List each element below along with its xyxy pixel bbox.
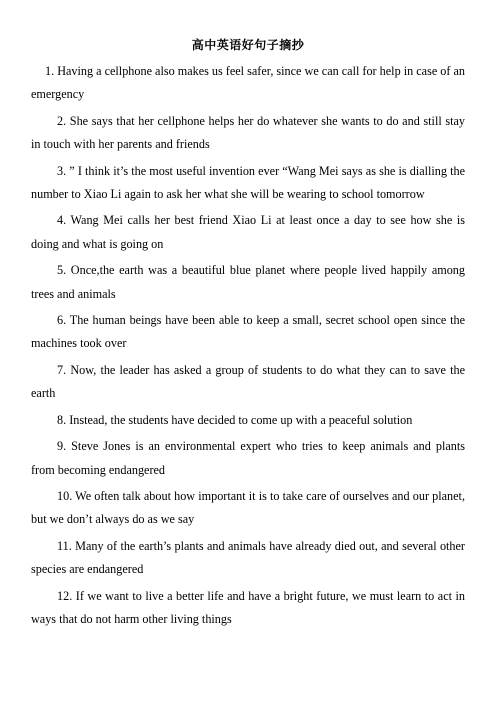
sentence-8: 8. Instead, the students have decided to come up with a peaceful solution	[57, 412, 413, 427]
sentence-list	[31, 60, 465, 634]
sentence-6: 6. The human beings have been able to keep a small, secret school open since the machines took over	[31, 313, 465, 351]
page-title: 高中英语好句子摘抄	[191, 38, 305, 52]
sentence-11: 11. Many of the earth’s plants and animals have already died out, and several other species are endangered	[31, 538, 465, 577]
sentence-7: 7. Now, the leader has asked a group of students to do what they can to save the earth	[31, 362, 465, 401]
sentence-2: 2. She says that her cellphone helps her do whatever she wants to do and still stay in touch with her parents and friends	[31, 113, 465, 152]
sentence-5: 5. Once,the earth was a beautiful blue planet where people lived happily among trees and animals	[31, 263, 465, 301]
sentence-12: 12. If we want to live a better life and have a bright future, we must learn to act in ways that do not harm other living things	[31, 588, 465, 626]
sentence-3: 3. ” I think it’s the most useful invention ever “Wang Mei says as she is dialling the number to Xiao Li again to ask her what she will be wearing to school tomorrow	[31, 163, 465, 202]
sentence-10: 10. We often talk about how important it is to take care of ourselves and our planet, but we don’t always do as we say	[31, 488, 465, 527]
sentence-4: 4. Wang Mei calls her best friend Xiao Li at least once a day to see how she is doing and what is going on	[31, 213, 465, 251]
sentence-9: 9. Steve Jones is an environmental expert who tries to keep animals and plants from becoming endangered	[31, 439, 465, 477]
sentence-1: 1. Having a cellphone also makes us feel safer, since we can call for help in case of an emergency	[31, 64, 465, 102]
